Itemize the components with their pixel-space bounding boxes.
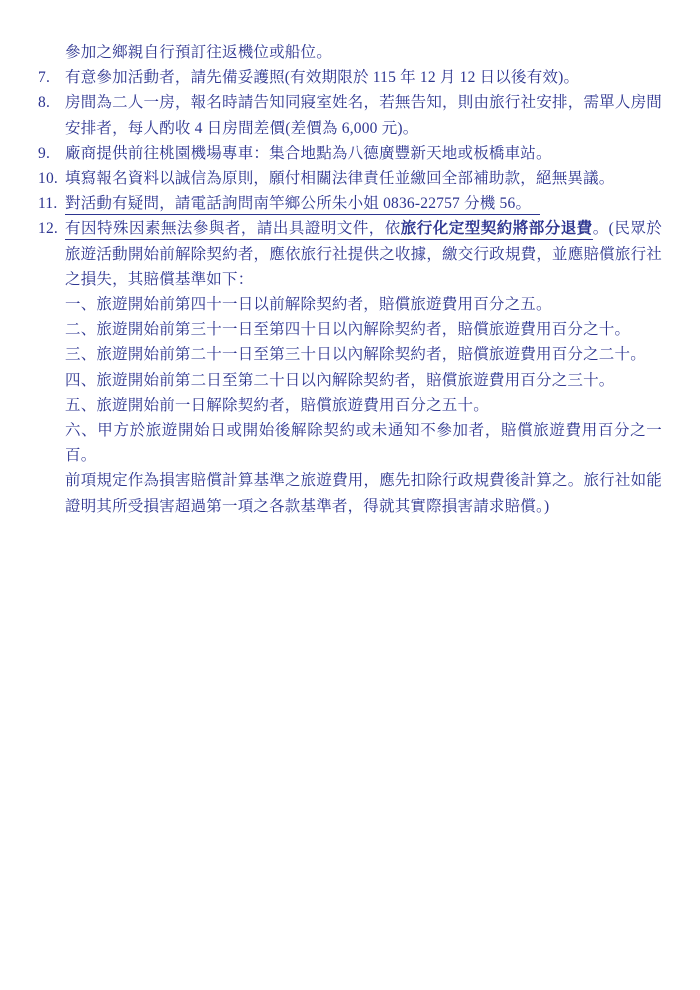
list-item-10 [38, 166, 662, 191]
refund-clause-paragraph [65, 216, 662, 292]
item-number: 12. [38, 220, 58, 238]
contact-phone-underlined-text: 對活動有疑問，請電話詢問南竿鄉公所朱小姐 0836-22757 分機 56。 [65, 195, 540, 215]
closing-note: 前項規定作為損害賠償計算基準之旅遊費用，應先扣除行政規費後計算之。旅行社如能證明其所受損害超過第一項之各款基準者，得就其實際損害請求賠償。) [65, 472, 662, 515]
list-item-7 [38, 65, 662, 90]
list-item-9 [38, 141, 662, 166]
compensation-rule-2: 二、旅遊開始前第三十一日至第四十日以內解除契約者，賠償旅遊費用百分之十。 [65, 321, 631, 339]
item-text [65, 216, 662, 518]
compensation-rule-4: 四、旅遊開始前第二日至第二十日以內解除契約者，賠償旅遊費用百分之三十。 [65, 371, 615, 389]
item-number: 9. [38, 144, 51, 162]
refund-clause-underlined-lead: 有因特殊因素無法參與者，請出具證明文件，依 [65, 220, 401, 240]
item-number: 7. [38, 69, 51, 87]
document-content [38, 40, 662, 519]
item-text: 房間為二人一房，報名時請告知同寢室姓名，若無告知，則由旅行社安排，需單人房間安排者，每人酌收 4 日房間差價(差價為 6,000 元)。 [65, 94, 662, 137]
compensation-rule-1: 一、旅遊開始前第四十一日以前解除契約者，賠償旅遊費用百分之五。 [65, 296, 552, 314]
refund-clause-bold-text: 旅行化定型契約將部分退費 [401, 220, 593, 240]
compensation-rule-5: 五、旅遊開始前一日解除契約者，賠償旅遊費用百分之五十。 [65, 396, 489, 414]
item-number: 11. [38, 195, 58, 213]
refund-clause-continuation: 。(民眾於旅遊活動開始前解除契約者，應依旅行社提供之收據，繳交行政規費，並應賠償旅行社之損失，其賠償基準如下： [65, 220, 663, 288]
list-item-8 [38, 90, 662, 140]
item-text: 有意參加活動者，請先備妥護照(有效期限於 115 年 12 月 12 日以後有效)。 [65, 69, 580, 87]
intro-line: 參加之鄉親自行預訂往返機位或船位。 [65, 44, 332, 61]
item-text: 填寫報名資料以誠信為原則，願付相關法律責任並繳回全部補助款，絕無異議。 [65, 170, 615, 188]
item-text: 廠商提供前往桃園機場專車：集合地點為八德廣豐新天地或板橋車站。 [65, 144, 552, 162]
item-text [65, 191, 662, 216]
list-item-12 [38, 216, 662, 518]
item-number: 10. [38, 170, 58, 188]
list-item-11 [38, 191, 662, 216]
item-number: 8. [38, 94, 51, 112]
compensation-rule-3: 三、旅遊開始前第二十一日至第三十日以內解除契約者，賠償旅遊費用百分之二十。 [65, 346, 646, 364]
compensation-rule-6: 六、甲方於旅遊開始日或開始後解除契約或未通知不參加者，賠償旅遊費用百分之一百。 [65, 422, 662, 465]
